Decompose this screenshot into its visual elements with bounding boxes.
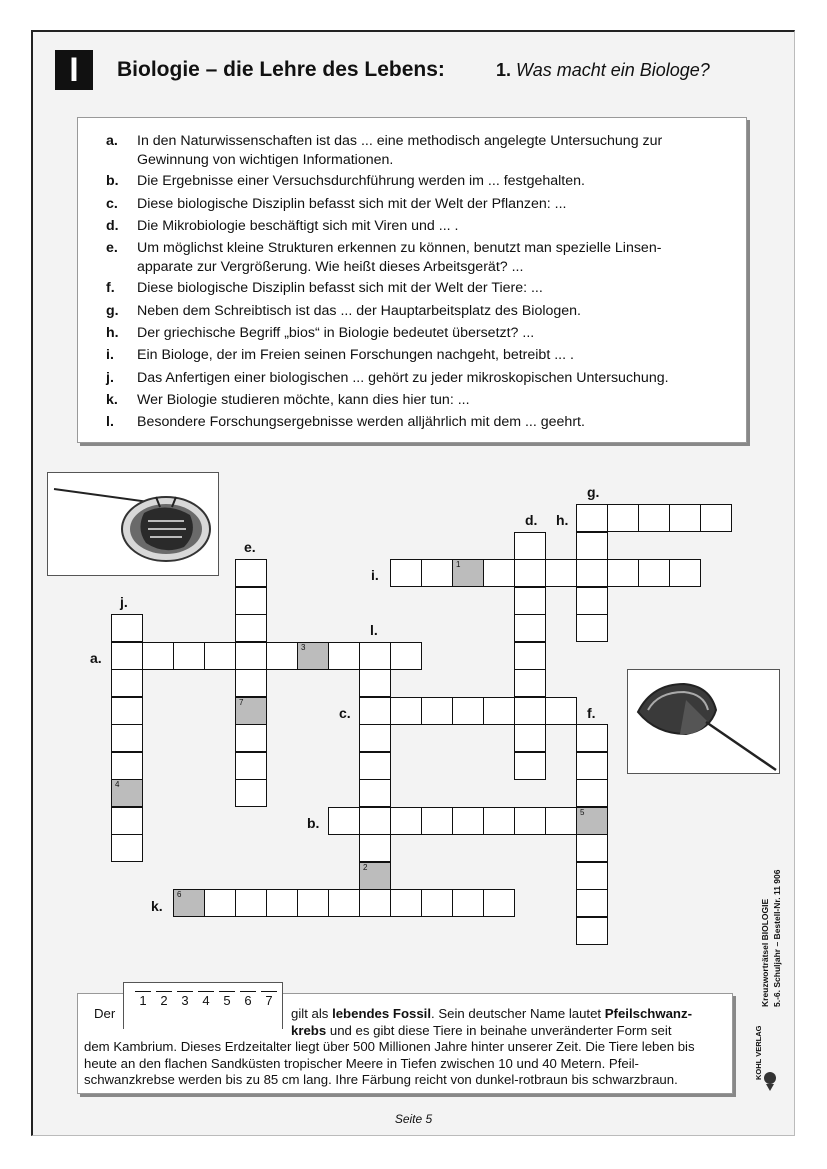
crossword-cell[interactable] [421,559,453,587]
crossword-cell[interactable] [235,669,267,697]
crossword-cell[interactable] [514,532,546,560]
subtitle-number: 1. [496,60,512,80]
cell-number: 1 [456,560,461,569]
crossword-cell[interactable] [514,752,546,780]
crossword-cell[interactable] [514,559,546,587]
cell-number: 2 [363,862,368,872]
crossword-cell[interactable] [111,642,143,670]
crossword-cell[interactable] [235,559,267,587]
imprint-line1: Kreuzworträtsel BIOLOGIE [760,898,770,1007]
crossword-cell[interactable] [111,752,143,780]
crossword-cell[interactable] [607,504,639,532]
horseshoe-crab-image [48,473,218,575]
solution-slot[interactable]: 4 [198,991,214,1010]
crossword-cell[interactable] [638,559,670,587]
crossword-cell[interactable] [576,532,608,560]
crossword-cell[interactable] [390,889,422,917]
crossword-cell[interactable] [235,642,267,670]
crossword-cell[interactable] [576,889,608,917]
solution-slot[interactable]: 7 [261,991,277,1010]
label-k: k. [151,898,163,914]
solution-slot[interactable]: 3 [177,991,193,1010]
label-d: d. [525,512,538,528]
clue-list: a. In den Naturwissenschaften ist das ... eine methodisch angelegte Untersuchung zur Gewinnung von wichtigen Informationen. b. Die Ergebnisse einer Versuchsdurchführung werden im ... festgehalten. c. Diese biologische Disziplin befasst sich mit der Welt der Pflanzen: ... d. Die Mikrobiologie beschäftigt sich mit Viren und ... . e. Um möglichst kleine Strukturen erkennen zu können, benutzt man spezielle Linsen-apparate zur Vergrößerung. Wie heißt dieses Arbeitsgerät? ... f. Diese biologische Disziplin befasst sich mit der Welt der Tiere: ... g. Neben dem Schreibtisch ist das ... der Hauptarbeitsplatz des Biologen. h. Der griechische Begriff „bios“ in Biologie bedeutet übersetzt? ... i. Ein Biologe, der im Freien seinen Forschungen nachgeht, betreibt ... . j. Das Anfertigen einer biologischen ... gehört zu jeder mikroskopischen Untersuchung. k. Wer Biologie studieren möchte, kann dies hier tun: ... l. Besondere Forschungsergebnisse werden alljährlich mit dem ... geehrt. [77,117,747,443]
crossword-cell[interactable] [514,614,546,642]
publisher-name: KOHL VERLAG [754,1025,763,1080]
crossword-cell[interactable] [111,724,143,752]
crossword-cell[interactable] [576,779,608,807]
publisher-logo [750,1020,778,1092]
crossword-cell[interactable] [483,889,515,917]
crossword-cell[interactable] [452,559,484,587]
crossword-cell[interactable] [359,642,391,670]
label-e: e. [244,539,256,555]
label-i: i. [371,567,379,583]
solution-slot[interactable]: 6 [240,991,256,1010]
crossword-cell[interactable] [421,889,453,917]
horseshoe-crab-photo-top [47,472,219,576]
crossword-cell[interactable] [359,724,391,752]
crossword-cell[interactable] [328,807,360,835]
label-g: g. [587,484,600,500]
crossword-cell[interactable] [576,862,608,890]
crossword-cell[interactable] [111,834,143,862]
page-subtitle [496,60,710,81]
page-number: Seite 5 [394,1112,433,1126]
info-box [77,993,733,1094]
info-text-line2: krebs und es gibt diese Tiere in beinahe unveränderter Form seit [291,1022,672,1038]
crossword-cell[interactable] [514,724,546,752]
crossword-cell[interactable] [452,889,484,917]
crossword-cell[interactable] [297,642,329,670]
chapter-badge: I [55,50,93,90]
solution-slot[interactable]: 5 [219,991,235,1010]
crossword-cell[interactable] [669,559,701,587]
crossword-cell[interactable] [390,697,422,725]
crossword-cell[interactable] [576,807,608,835]
label-h: h. [556,512,569,528]
horseshoe-crab-image [628,670,779,773]
crossword-cell[interactable] [359,779,391,807]
solution-slot[interactable]: 1 [135,991,151,1010]
crossword-cell[interactable] [545,559,577,587]
side-imprint [746,835,786,1010]
publisher-logo-icon [750,1020,778,1092]
crossword-cell[interactable] [359,807,391,835]
crossword-cell[interactable] [359,889,391,917]
crossword-cell[interactable] [359,752,391,780]
cell-number: 5 [580,807,585,817]
solution-slot[interactable]: 2 [156,991,172,1010]
crossword-cell[interactable] [421,807,453,835]
crossword-cell[interactable] [576,504,608,532]
crossword-cell[interactable] [359,862,391,890]
label-a: a. [90,650,102,666]
crossword-cell[interactable] [514,697,546,725]
crossword-cell[interactable] [514,807,546,835]
crossword-cell[interactable] [421,697,453,725]
crossword-cell[interactable] [173,642,205,670]
label-c: c. [339,705,351,721]
crossword-cell[interactable] [142,642,174,670]
crossword-cell[interactable] [576,752,608,780]
crossword-cell[interactable] [235,724,267,752]
crossword-cell[interactable] [576,917,608,945]
label-b: b. [307,815,320,831]
crossword-cell[interactable] [266,889,298,917]
crossword-cell[interactable] [514,587,546,615]
crossword-cell[interactable] [452,807,484,835]
crossword-cell[interactable] [700,504,732,532]
crossword-cell[interactable] [204,642,236,670]
crossword-cell[interactable] [235,752,267,780]
crossword-cell[interactable] [607,559,639,587]
crossword-cell[interactable] [111,807,143,835]
crossword-cell[interactable] [390,559,422,587]
crossword-cell[interactable] [576,587,608,615]
crossword-cell[interactable] [576,724,608,752]
crossword-cell[interactable] [328,889,360,917]
crossword-cell[interactable] [266,642,298,670]
cell-number: 3 [301,642,306,652]
crossword-cell[interactable] [359,834,391,862]
crossword-cell[interactable] [111,614,143,642]
crossword-cell[interactable] [576,559,608,587]
label-l: l. [370,622,378,638]
subtitle-question: Was macht ein Biologe? [516,60,710,80]
crossword-cell[interactable] [576,614,608,642]
crossword-cell[interactable] [111,779,143,807]
crossword-cell[interactable] [483,807,515,835]
crossword-cell[interactable] [204,889,236,917]
crossword-cell[interactable] [390,807,422,835]
crossword-cell[interactable] [545,807,577,835]
solution-word-box [123,982,283,1029]
imprint-line2: 5.-6. Schuljahr – Bestell-Nr. 11 906 [772,869,782,1007]
crossword-cell[interactable] [111,669,143,697]
label-f: f. [587,705,596,721]
crossword-cell[interactable] [390,642,422,670]
crossword-cell[interactable] [514,669,546,697]
crossword-cell[interactable] [359,669,391,697]
crossword-cell[interactable] [235,587,267,615]
crossword-cell[interactable] [638,504,670,532]
crossword-cell[interactable] [576,834,608,862]
crossword-cell[interactable] [514,642,546,670]
crossword-cell[interactable] [359,697,391,725]
crossword-cell[interactable] [297,889,329,917]
crossword-cell[interactable] [235,779,267,807]
cell-number: 7 [239,697,244,707]
crossword-cell[interactable] [235,614,267,642]
page-title: Biologie – die Lehre des Lebens: [117,58,445,81]
crossword-cell[interactable] [111,697,143,725]
info-text-rest: dem Kambrium. Dieses Erdzeitalter liegt über 500 Millionen Jahre hinter unserer Zeit. Die Tiere leben bis heute an den flachen Sandküsten tropischer Meere in Tiefen zwischen 10 und 40 Metern. Pfeil-schwanzkrebse werden bis zu 85 cm lang. Ihre Färbung reicht von dunkel-rotbraun bis schwarzbraun. [84,1039,695,1087]
info-prefix: Der [94,1006,116,1021]
crossword-cell[interactable] [328,642,360,670]
info-text-line1: gilt als lebendes Fossil. Sein deutscher Name lautet Pfeilschwanz- [291,1006,692,1021]
cell-number: 6 [177,890,182,899]
cell-number: 4 [115,780,120,789]
crossword-cell[interactable] [235,697,267,725]
crossword-cell[interactable] [483,697,515,725]
crossword-cell[interactable] [669,504,701,532]
crossword-cell[interactable] [235,889,267,917]
crossword-cell[interactable] [483,559,515,587]
label-j: j. [120,594,128,610]
crossword-cell[interactable] [545,697,577,725]
crossword-cell[interactable] [452,697,484,725]
horseshoe-crab-photo-right [627,669,780,774]
crossword-cell[interactable] [173,889,205,917]
